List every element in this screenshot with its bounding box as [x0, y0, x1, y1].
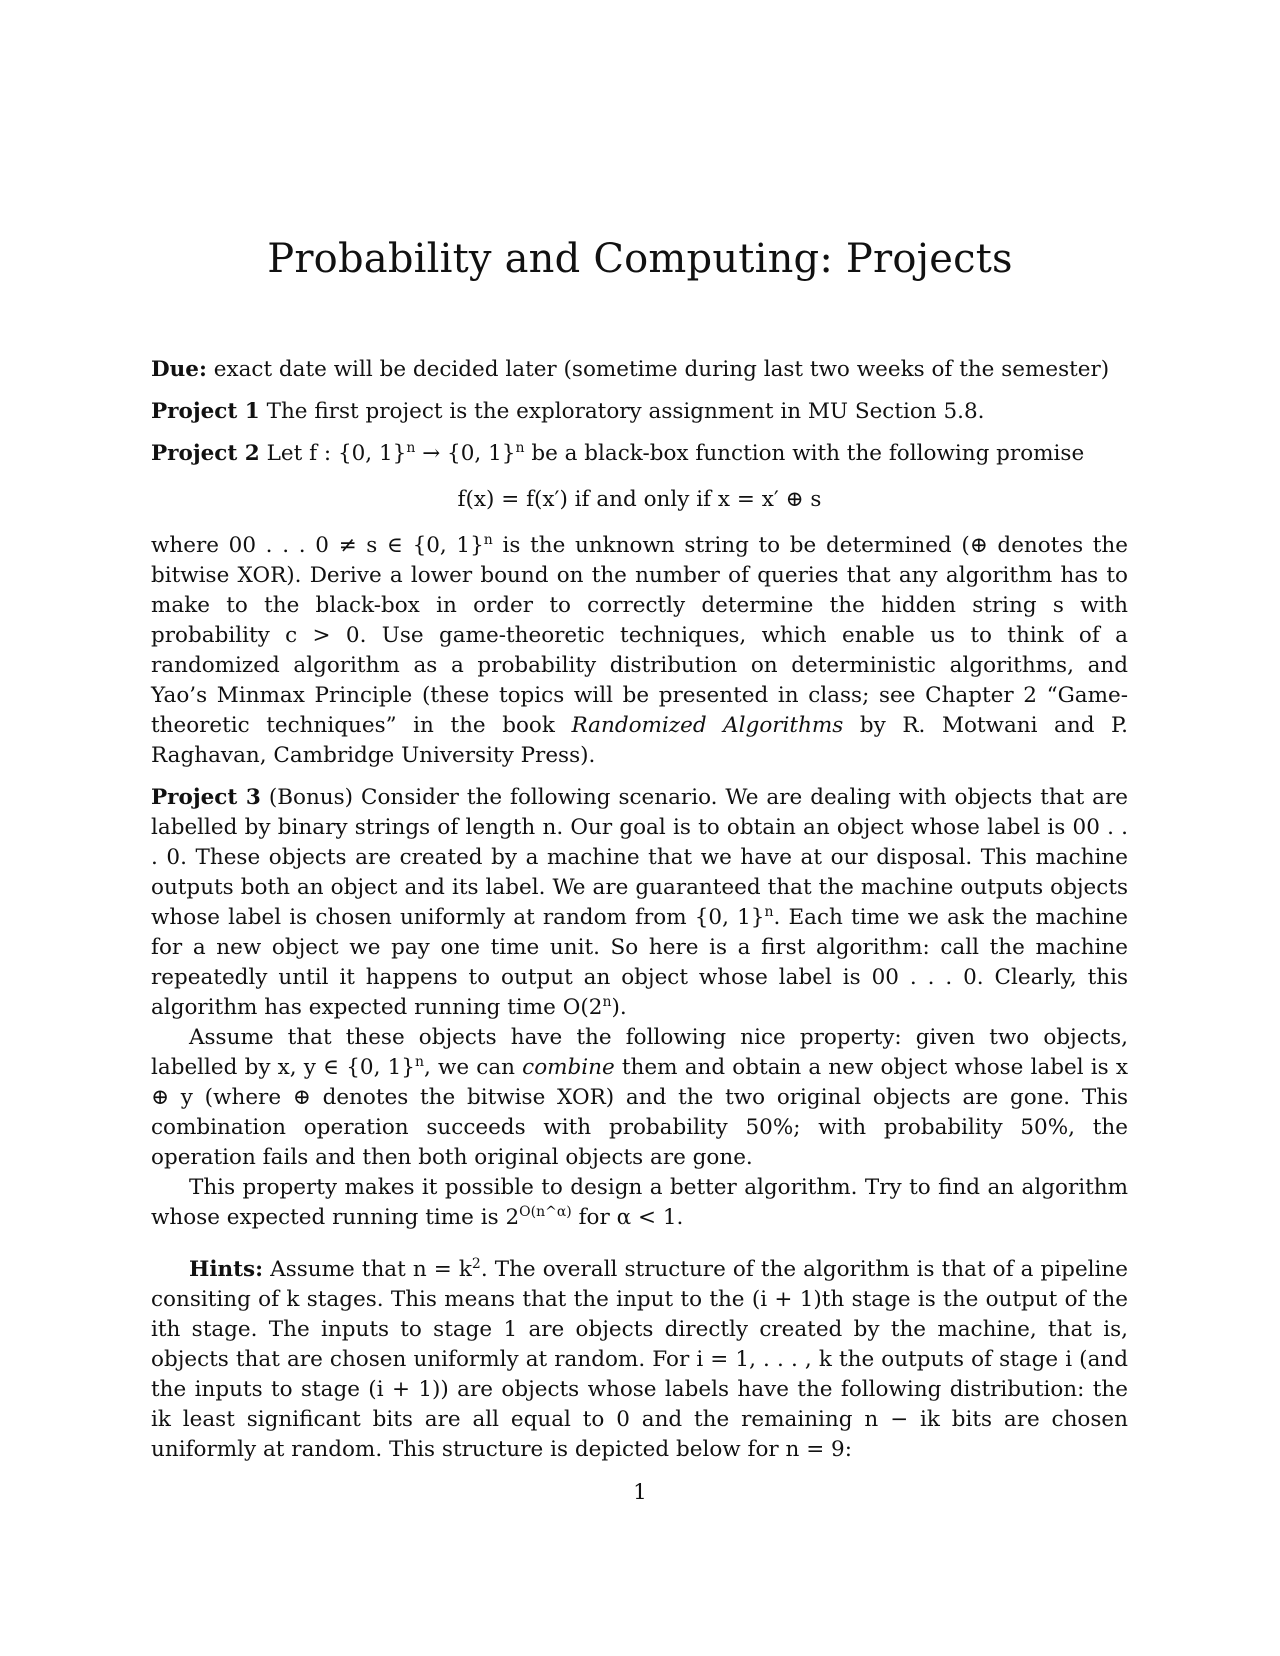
promise-equation: f(x) = f(x′) if and only if x = x′ ⊕ s	[457, 487, 822, 512]
hints-sup: 2	[471, 1255, 481, 1272]
project2-body-b: is the unknown string to be determined (⊕ denotes the bitwise XOR). Derive a lower bound on the number of queries that any algorithm has to make to the black-box in order to correctly determine the hidden string s with probability c > 0. Use game-theoretic techniques, which enable us to think of a randomized algorithm as a probability distribution on deterministic algorithms, and Yao’s Minmax Principle (these topics will be presented in class; see Chapter 2 “Game-theoretic techniques” in the book	[151, 533, 1128, 738]
combine-term: combine	[522, 1055, 615, 1080]
project2-tail: be a black-box function with the following promise	[524, 441, 1085, 466]
project3-paragraph-1	[151, 783, 1128, 1023]
project2-sup2: n	[515, 439, 525, 456]
document-body	[151, 355, 1128, 1465]
project3-p3-sup: O(n^α)	[519, 1203, 572, 1220]
hints-label: Hints:	[189, 1257, 264, 1282]
project2-mid: → {0, 1}	[415, 441, 516, 466]
hints-paragraph	[151, 1255, 1128, 1465]
project3-p1-sup2: n	[602, 993, 612, 1010]
project3-p2-sup: n	[414, 1053, 424, 1070]
project2-lead: Let f : {0, 1}	[259, 441, 407, 466]
project2-body-sup: n	[483, 531, 493, 548]
hints-b: . The overall structure of the algorithm is that of a pipeline consiting of k stages. This means that the input to the (i + 1)th stage is the output of the ith stage. The inputs to stage 1 are objects directly created by the machine, that is, objects that are chosen uniformly at random. For i = 1, . . . , k the outputs of stage i (and the inputs to stage (i + 1)) are objects whose labels have the following distribution: the ik least significant bits are all equal to 0 and the remaining n − ik bits are chosen uniformly at random. This structure is depicted below for n = 9:	[151, 1257, 1128, 1462]
hints-a: Assume that n = k	[263, 1257, 472, 1282]
page-title: Probability and Computing: Projects	[267, 236, 1013, 282]
project3-p1-c: ).	[611, 995, 627, 1020]
project1-text: The first project is the exploratory assignment in MU Section 5.8.	[259, 399, 985, 424]
project3-p1-sup: n	[764, 903, 774, 920]
project1-paragraph	[151, 397, 1128, 427]
project2-body-a: where 00 . . . 0 ≠ s ∈ {0, 1}	[151, 533, 484, 558]
project3-p3-b: for α < 1.	[571, 1205, 684, 1230]
project2-intro	[151, 439, 1128, 469]
project3-p1-a: (Bonus) Consider the following scenario. We are dealing with objects that are labelled by binary strings of length n. Our goal is to obtain an object whose label is 00 . . . 0. These objects are created by a machine that we have at our disposal. This machine outputs both an object and its label. We are guaranteed that the machine outputs objects whose label is chosen uniformly at random from {0, 1}	[151, 785, 1128, 930]
project3-label: Project 3	[151, 785, 261, 810]
project2-body-c: by R. Motwani and P. Raghavan, Cambridge University Press).	[151, 713, 1128, 768]
project3-paragraph-3	[151, 1173, 1128, 1233]
due-paragraph	[151, 355, 1128, 385]
book-title: Randomized Algorithms	[571, 713, 844, 738]
project3-p2-c: them and obtain a new object whose label is x ⊕ y (where ⊕ denotes the bitwise XOR) and the two original objects are gone. This combination operation succeeds with probability 50%; with probability 50%, the operation fails and then both original objects are gone.	[151, 1055, 1128, 1170]
project2-body	[151, 531, 1128, 771]
page-number: 1	[633, 1480, 647, 1505]
project3-p2-b: , we can	[423, 1055, 523, 1080]
project2-label: Project 2	[151, 441, 260, 466]
project3-p3-a: This property makes it possible to design a better algorithm. Try to find an algorithm whose expected running time is 2	[151, 1175, 1128, 1230]
project3-p1-b: . Each time we ask the machine for a new object we pay one time unit. So here is a first algorithm: call the machine repeatedly until it happens to output an object whose label is 00 . . . 0. Clearly, this algorithm has expected running time O(2	[151, 905, 1129, 1020]
project1-label: Project 1	[151, 399, 260, 424]
due-text: exact date will be decided later (sometime during last two weeks of the semester)	[206, 357, 1110, 382]
project2-sup1: n	[406, 439, 416, 456]
due-label: Due:	[151, 357, 207, 382]
project3-p2-a: Assume that these objects have the following nice property: given two objects, labelled by x, y ∈ {0, 1}	[151, 1025, 1128, 1080]
project3-paragraph-2	[151, 1023, 1128, 1173]
